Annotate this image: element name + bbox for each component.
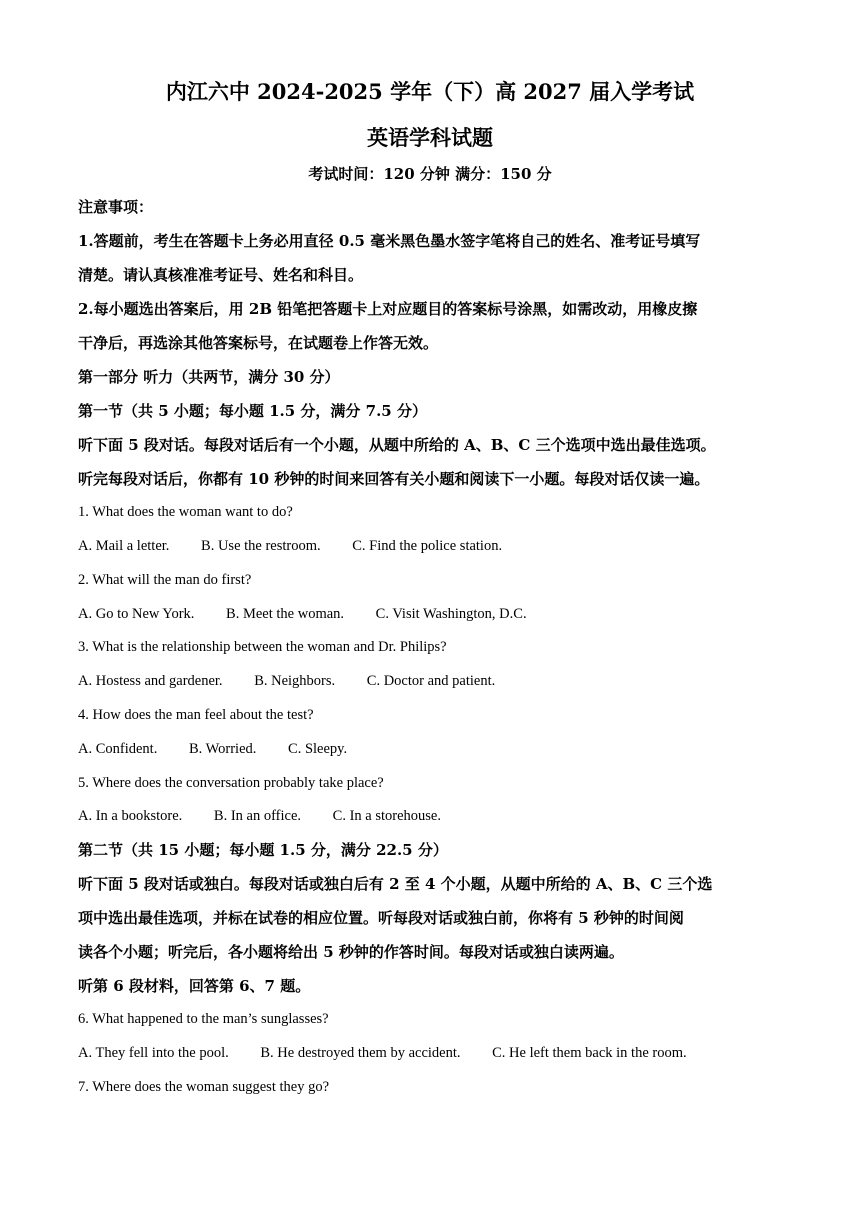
option-c: C. Visit Washington, D.C. — [375, 606, 527, 622]
part1-heading: 第一部分 听力（共两节，满分 30 分） — [78, 368, 340, 386]
exam-info: 考试时间：120 分钟 满分：150 分 — [308, 165, 552, 183]
question-stem: 3. What is the relationship between the woman and Dr. Philips? — [78, 639, 447, 655]
question-options — [78, 537, 530, 555]
option-a: A. Confident. — [78, 741, 158, 757]
option-a: A. Mail a letter. — [78, 538, 170, 554]
notes-line: 清楚。请认真核准准考证号、姓名和科目。 — [78, 266, 364, 284]
option-b: B. He destroyed them by accident. — [260, 1045, 461, 1061]
option-b: B. Neighbors. — [254, 673, 336, 689]
section2-instruction: 读各个小题；听完后，各小题将给出 5 秒钟的作答时间。每段对话或独白读两遍。 — [78, 943, 624, 961]
question-stem: 5. Where does the conversation probably take place? — [78, 775, 384, 791]
option-b: B. Use the restroom. — [201, 538, 321, 554]
question-stem: 6. What happened to the man’s sunglasses? — [78, 1011, 329, 1027]
section1-instruction: 听完每段对话后，你都有 10 秒钟的时间来回答有关小题和阅读下一小题。每段对话仅读一遍。 — [78, 470, 710, 488]
question-stem: 4. How does the man feel about the test? — [78, 707, 314, 723]
question-stem: 7. Where does the woman suggest they go? — [78, 1079, 330, 1095]
question-stem: 2. What will the man do first? — [78, 572, 252, 588]
section2-heading: 第二节（共 15 小题；每小题 1.5 分，满分 22.5 分） — [78, 841, 448, 859]
section1-instruction: 听下面 5 段对话。每段对话后有一个小题，从题中所给的 A、B、C 三个选项中选出最佳选项。 — [78, 436, 716, 454]
question-options — [78, 605, 555, 623]
question-options — [78, 740, 375, 758]
section2-instruction: 项中选出最佳选项，并标在试卷的相应位置。听每段对话或独白前，你将有 5 秒钟的时间阅 — [78, 909, 684, 927]
option-b: B. In an office. — [213, 808, 302, 824]
option-a: A. Go to New York. — [78, 606, 195, 622]
option-a: A. They fell into the pool. — [78, 1045, 229, 1061]
question-stem: 1. What does the woman want to do? — [78, 504, 293, 520]
option-c: C. Find the police station. — [352, 538, 503, 554]
section2-instruction: 听下面 5 段对话或独白。每段对话或独白后有 2 至 4 个小题，从题中所给的 A、B、C 三个选 — [78, 875, 713, 893]
option-c: C. Sleepy. — [288, 741, 348, 757]
option-a: A. In a bookstore. — [78, 808, 183, 824]
material-heading: 听第 6 段材料，回答第 6、7 题。 — [78, 977, 311, 995]
question-options — [78, 1044, 715, 1062]
exam-title: 内江六中 2024-2025 学年（下）高 2027 届入学考试 — [165, 79, 695, 104]
option-b: B. Worried. — [188, 741, 257, 757]
notes-line: 1.答题前，考生在答题卡上务必用直径 0.5 毫米黑色墨水签字笔将自己的姓名、准考证号填写 — [78, 232, 701, 250]
question-options — [78, 807, 469, 825]
option-b: B. Meet the woman. — [226, 606, 345, 622]
subject-title: 英语学科试题 — [367, 125, 493, 150]
notes-line: 2.每小题选出答案后，用 2B 铅笔把答题卡上对应题目的答案标号涂黑，如需改动，用橡皮擦 — [78, 300, 698, 318]
notes-heading: 注意事项： — [78, 198, 154, 216]
notes-line: 干净后，再选涂其他答案标号，在试题卷上作答无效。 — [78, 334, 439, 352]
section1-heading: 第一节（共 5 小题；每小题 1.5 分，满分 7.5 分） — [78, 402, 427, 420]
option-c: C. He left them back in the room. — [492, 1045, 687, 1061]
option-c: C. Doctor and patient. — [366, 673, 496, 689]
question-options — [78, 672, 523, 690]
option-a: A. Hostess and gardener. — [78, 673, 223, 689]
option-c: C. In a storehouse. — [332, 808, 441, 824]
